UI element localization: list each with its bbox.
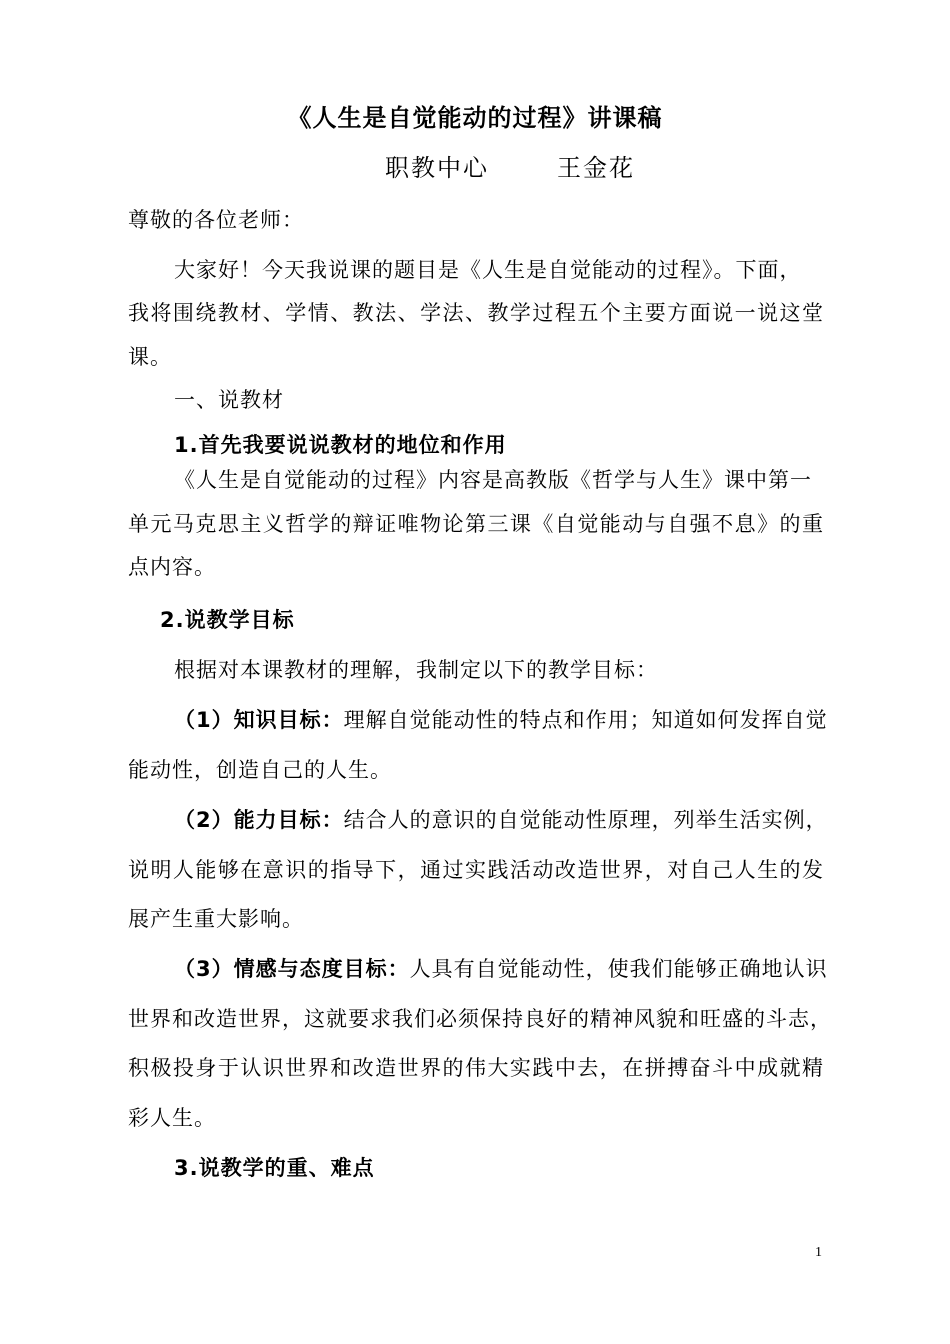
goal-2-text: 结合人的意识的自觉能动性原理，列举生活实例，: [343, 808, 828, 832]
author-name: 王金花: [557, 154, 635, 182]
page-number: 1: [815, 1245, 822, 1260]
goal-3-line-3: 积极投身于认识世界和改造世界的伟大实践中去，在拼搏奋斗中成就精: [128, 1056, 824, 1080]
goal-2-line-3: 展产生重大影响。: [128, 907, 304, 931]
author-organization: 职教中心: [385, 154, 489, 182]
goal-1-line-1: [174, 706, 828, 734]
goal-1-label: （1）知识目标：: [174, 708, 344, 732]
document-title: 《人生是自觉能动的过程》讲课稿: [287, 104, 663, 132]
goal-3-label: （3）情感与态度目标：: [174, 957, 410, 981]
section-1-heading: 一、说教材: [174, 388, 284, 412]
subsection-3-heading: 3.说教学的重、难点: [174, 1156, 375, 1180]
goal-2-line-1: [174, 806, 828, 834]
subsection-2-intro: 根据对本课教材的理解，我制定以下的教学目标：: [174, 658, 658, 682]
goal-3-text: 人具有自觉能动性，使我们能够正确地认识: [409, 957, 828, 981]
goal-3-line-4: 彩人生。: [128, 1106, 216, 1130]
goal-2-label: （2）能力目标：: [174, 808, 344, 832]
subsection-2-heading: 2.说教学目标: [160, 608, 295, 632]
goal-3-line-2: 世界和改造世界，这就要求我们必须保持良好的精神风貌和旺盛的斗志，: [128, 1007, 832, 1031]
intro-line-1: 大家好！今天我说课的题目是《人生是自觉能动的过程》。下面，: [174, 258, 802, 282]
goal-3-line-1: [174, 955, 828, 983]
intro-line-3: 课。: [128, 345, 172, 369]
intro-line-2: 我将围绕教材、学情、教法、学法、教学过程五个主要方面说一说这堂: [128, 301, 824, 325]
author-line: [385, 152, 635, 184]
subsection-1-line-3: 点内容。: [128, 555, 216, 579]
salutation: 尊敬的各位老师：: [128, 208, 304, 232]
goal-1-line-2: 能动性，创造自己的人生。: [128, 758, 392, 782]
goal-2-line-2: 说明人能够在意识的指导下，通过实践活动改造世界，对自己人生的发: [128, 858, 824, 882]
subsection-1-heading: 1.首先我要说说教材的地位和作用: [174, 433, 507, 457]
subsection-1-line-2: 单元马克思主义哲学的辩证唯物论第三课《自觉能动与自强不息》的重: [128, 512, 824, 536]
goal-1-text: 理解自觉能动性的特点和作用；知道如何发挥自觉: [343, 708, 828, 732]
subsection-1-line-1: 《人生是自觉能动的过程》内容是高教版《哲学与人生》课中第一: [174, 468, 812, 492]
